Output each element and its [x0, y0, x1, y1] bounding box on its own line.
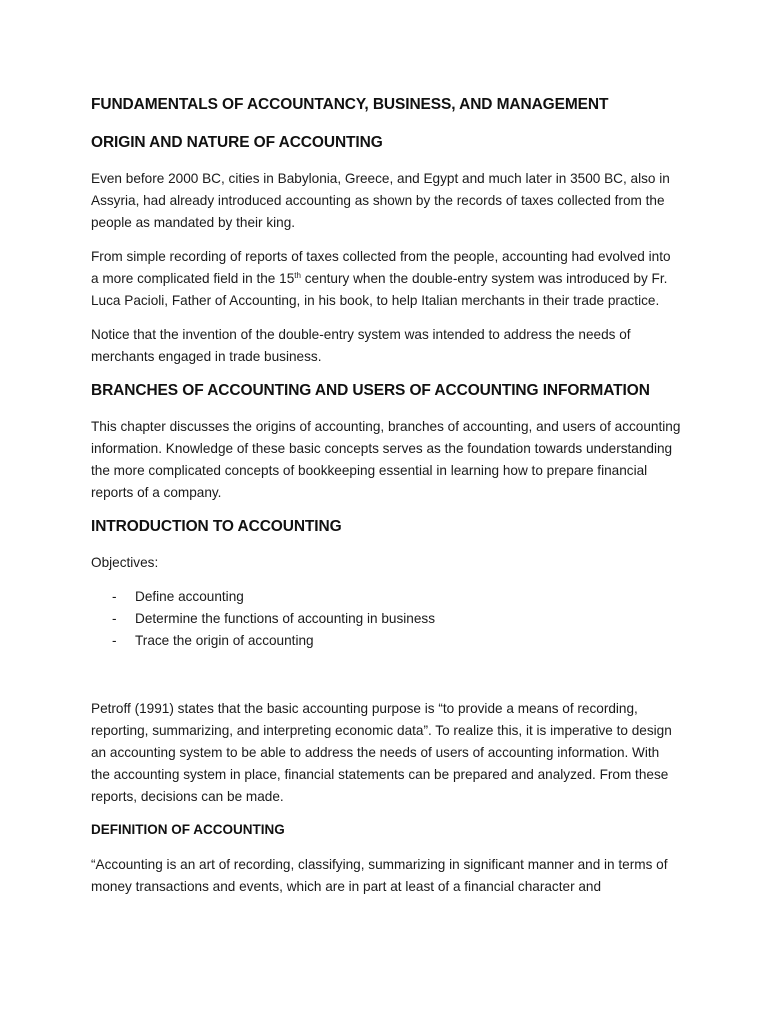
heading-origin: ORIGIN AND NATURE OF ACCOUNTING [91, 134, 383, 151]
paragraph-intro-1: Petroff (1991) states that the basic accounting purpose is “to provide a means of recording, reporting, summarizing, and interpreting economic data”. To realize this, it is imperative to design an accounting system to be able to address the needs of users of accounting information. With the accounting system in place, financial statements can be prepared and analyzed. From these reports, decisions can be made. [91, 701, 672, 804]
bullet-dash: - [112, 633, 117, 648]
paragraph-origin-2-end: century when the double-entry system was introduced by Fr. Luca Pacioli, Father of Accounting, in his book, to help Italian merchants in their trade practice. [91, 271, 668, 308]
objective-item [91, 630, 681, 652]
heading-branches: BRANCHES OF ACCOUNTING AND USERS OF ACCOUNTING INFORMATION [91, 382, 650, 399]
objective-item [91, 608, 681, 630]
bullet-dash: - [112, 589, 117, 604]
heading-intro: INTRODUCTION TO ACCOUNTING [91, 518, 342, 535]
objectives-list [91, 586, 681, 652]
paragraph-origin-1: Even before 2000 BC, cities in Babylonia, Greece, and Egypt and much later in 3500 BC, also in Assyria, had already introduced accounting as shown by the records of taxes collected from the people as mandated by their king. [91, 171, 670, 230]
objective-text: Define accounting [135, 589, 244, 604]
objective-text: Trace the origin of accounting [135, 633, 314, 648]
paragraph-origin-3: Notice that the invention of the double-entry system was intended to address the needs of merchants engaged in trade business. [91, 327, 631, 364]
objective-item [91, 586, 681, 608]
paragraph-branches-1: This chapter discusses the origins of accounting, branches of accounting, and users of accounting information. Knowledge of these basic concepts serves as the foundation towards understanding the more complicated concepts of bookkeeping essential in learning how to prepare financial reports of a company. [91, 419, 681, 500]
document-body [91, 94, 681, 910]
paragraph-origin-2 [91, 246, 681, 312]
paragraph-origin-2-start: From simple recording of reports of taxes collected from the people, accounting had evolved into a more complicated field in the 15 [91, 249, 671, 286]
document-title: FUNDAMENTALS OF ACCOUNTANCY, BUSINESS, AND MANAGEMENT [91, 96, 609, 113]
heading-definition: DEFINITION OF ACCOUNTING [91, 822, 285, 837]
objective-text: Determine the functions of accounting in business [135, 611, 435, 626]
objectives-label: Objectives: [91, 555, 159, 570]
paragraph-definition-1: “Accounting is an art of recording, classifying, summarizing in significant manner and in terms of money transactions and events, which are in part at least of a financial character and [91, 857, 668, 894]
superscript-th: th [294, 271, 301, 280]
bullet-dash: - [112, 611, 117, 626]
